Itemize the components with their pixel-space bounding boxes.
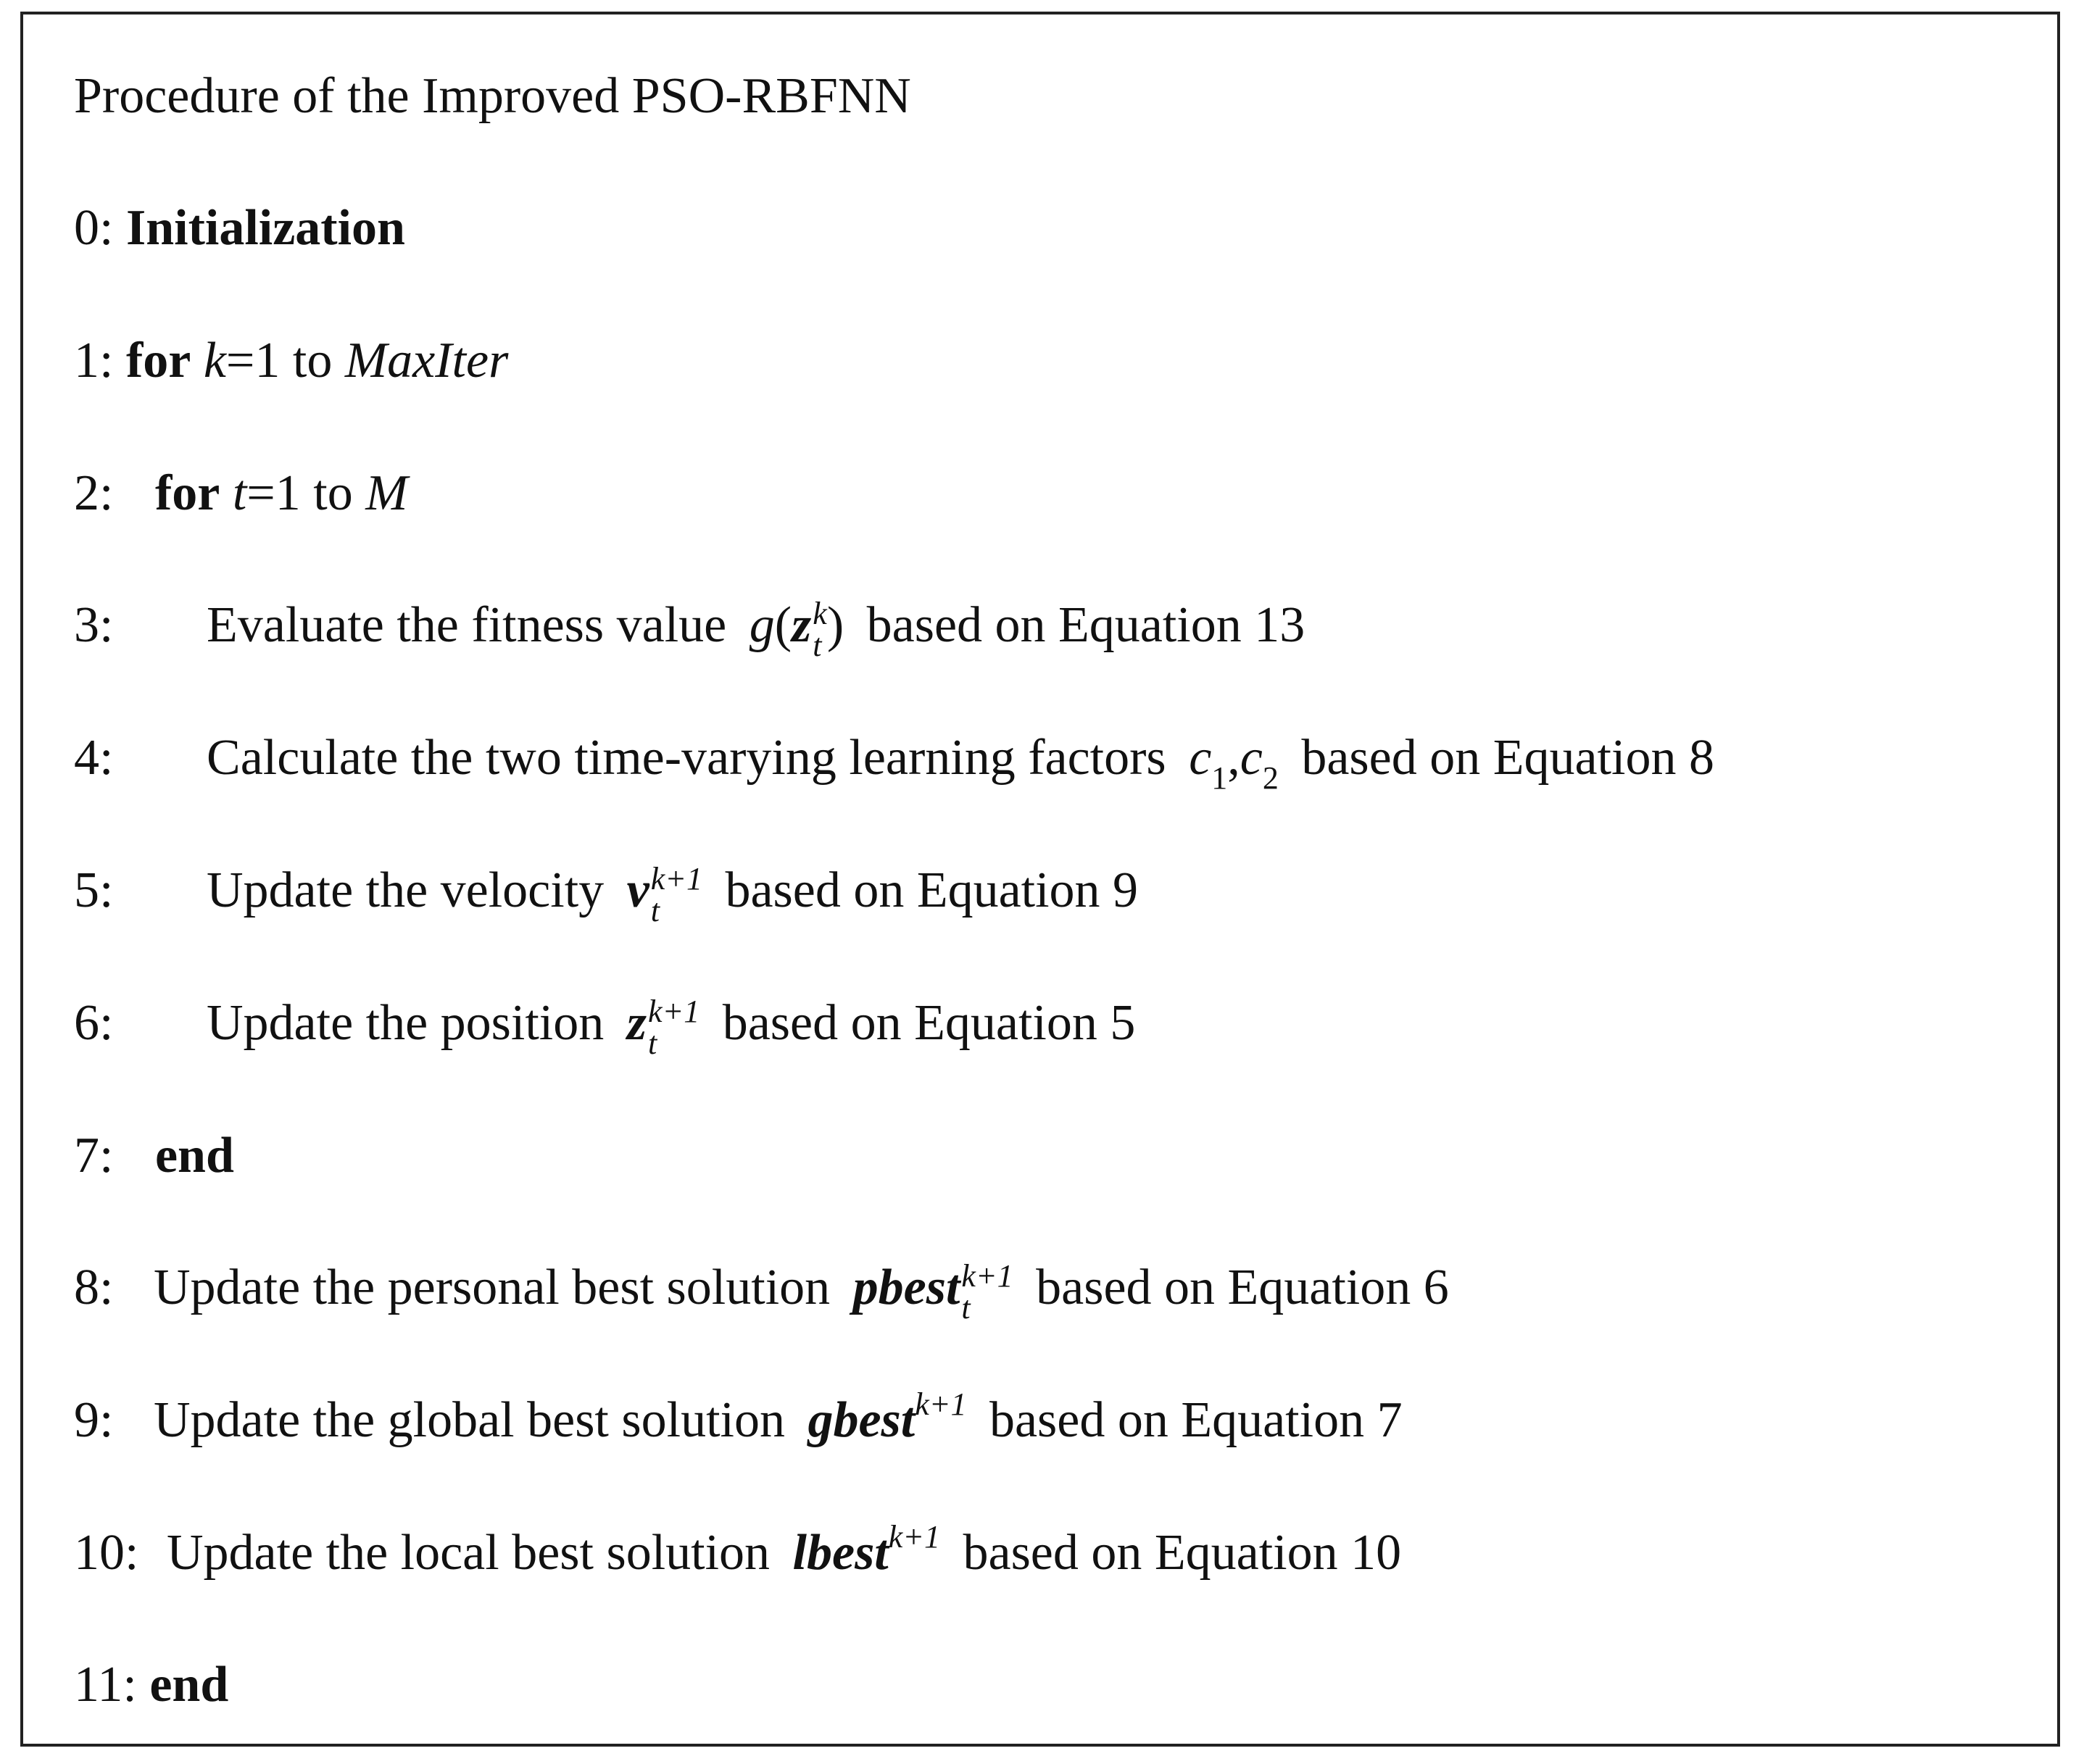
procedure-title: Procedure of the Improved PSO-RBFNN (74, 68, 911, 124)
step-1: 1: for k=1 to MaxIter (74, 333, 509, 388)
position-expression: z k+1 t (626, 993, 700, 1061)
learning-factors-expression: $c_1,c_2$ (1189, 730, 1279, 796)
step-0: 0: Initialization (74, 200, 405, 256)
step-11: 11: end (74, 1657, 229, 1713)
gbest-expression: gbest$^{k+1}$ (808, 1386, 967, 1448)
step-2: 2: for t=1 to M (74, 465, 408, 521)
lbest-expression: lbest$^{k+1}$ (792, 1519, 940, 1581)
step-3: 3: Evaluate the fitness value g(z k t ) based on Equation 13 (74, 595, 1305, 663)
step-7: 7: end (74, 1128, 234, 1183)
step-6: 6: Update the position z k+1 t based on Equation 5 (74, 993, 1136, 1061)
step-10: 10: Update the local best solution lbest$^{k+1}$ based on Equation 10 (74, 1519, 1402, 1581)
fitness-expression: g(z k t ) (749, 595, 844, 663)
procedure-box (20, 12, 2060, 1747)
pbest-expression: pbest k+1 t (852, 1257, 1013, 1326)
step-8: 8: Update the personal best solution pbest k+1 t based on Equation 6 (74, 1257, 1449, 1326)
velocity-expression: v k+1 t (626, 860, 702, 928)
step-5: 5: Update the velocity v k+1 t based on Equation 9 (74, 860, 1139, 928)
step-9: 9: Update the global best solution gbest$^{k+1}$ based on Equation 7 (74, 1386, 1403, 1448)
step-4: 4: Calculate the two time-varying learning factors $c_1,c_2$ based on Equation 8 (74, 730, 1714, 796)
